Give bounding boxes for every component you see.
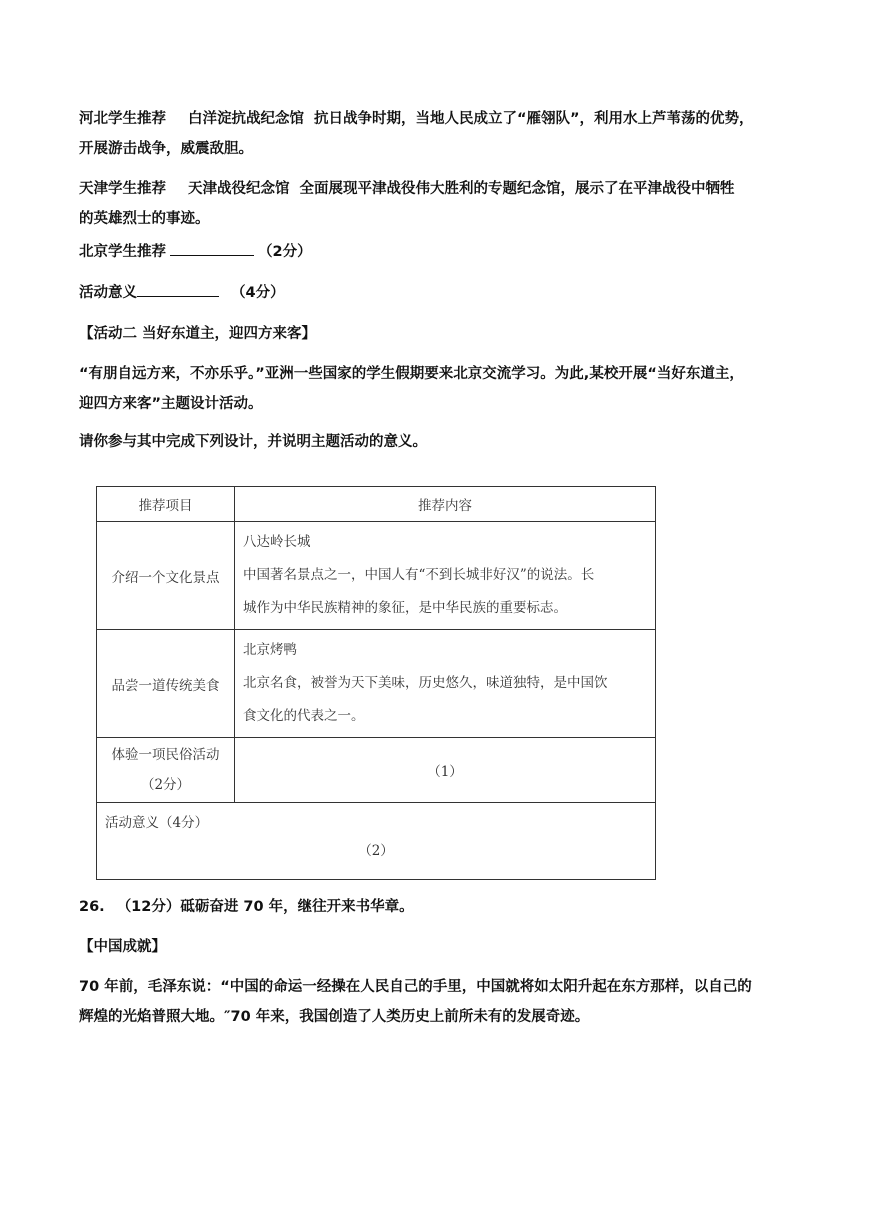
- significance-answer-blank-2[interactable]: （2）: [358, 843, 394, 859]
- beijing-label: 北京学生推荐: [79, 244, 166, 260]
- row-content: [235, 522, 656, 630]
- china-text-line2: 辉煌的光焰普照大地。″70 年来，我国创造了人类历史上前所未有的发展奇迹。: [79, 1009, 590, 1025]
- activity2-intro-line1: “有朋自远方来，不亦乐乎。”亚洲一些国家的学生假期要来北京交流学习。为此,某校开展“当好东道主，: [79, 366, 744, 382]
- china-achievements-text: [79, 972, 791, 1032]
- recommendation-table: [96, 486, 656, 880]
- activity-significance: [79, 278, 791, 308]
- table-row-significance: [97, 803, 656, 880]
- hebei-place: 白洋淀抗战纪念馆: [188, 111, 304, 127]
- row-desc-line1: 北京名食，被誉为天下美味，历史悠久，味道独特，是中国饮: [243, 675, 608, 691]
- row-desc-line2: 食文化的代表之一。: [243, 708, 365, 724]
- significance-answer-blank[interactable]: [137, 279, 219, 297]
- significance-cell: [97, 803, 656, 880]
- row-item: 品尝一道传统美食: [97, 630, 235, 738]
- china-achievements-heading: 【中国成就】: [79, 939, 166, 955]
- table-row: [97, 630, 656, 738]
- table-row-folk-activity: [97, 738, 656, 803]
- tianjin-recommendation: [79, 174, 791, 234]
- activity2-intro: [79, 359, 791, 419]
- tianjin-label: 天津学生推荐: [79, 181, 166, 197]
- row-desc-line2: 城作为中华民族精神的象征，是中华民族的重要标志。: [243, 600, 567, 616]
- q26-text: （12分）砥砺奋进 70 年，继往开来书华章。: [116, 899, 414, 915]
- tianjin-desc-line1: 全面展现平津战役伟大胜利的专题纪念馆，展示了在平津战役中牺牲: [299, 181, 735, 197]
- hebei-recommendation: [79, 104, 791, 164]
- activity2-heading: 【活动二 当好东道主，迎四方来客】: [79, 326, 317, 342]
- table-row: [97, 522, 656, 630]
- beijing-recommendation: [79, 237, 791, 267]
- china-text-line1: 70 年前，毛泽东说：“中国的命运一经操在人民自己的手里，中国就将如太阳升起在东方那样，以自己的: [79, 979, 752, 995]
- q26-number: 26.: [79, 899, 105, 915]
- significance-label: 活动意义: [79, 285, 137, 301]
- activity2-intro-line2: 迎四方来客”主题设计活动。: [79, 396, 263, 412]
- tianjin-place: 天津战役纪念馆: [188, 181, 290, 197]
- question-26: [79, 892, 791, 922]
- folk-item-label: 体验一项民俗活动: [111, 747, 220, 763]
- hebei-label: 河北学生推荐: [79, 111, 166, 127]
- hebei-desc-line1: 抗日战争时期，当地人民成立了“雁翎队”，利用水上芦苇荡的优势，: [314, 111, 754, 127]
- folk-answer-blank[interactable]: （1）: [235, 738, 656, 803]
- row-item: [97, 738, 235, 803]
- beijing-points: （2分）: [258, 244, 312, 260]
- activity2-instruction: 请你参与其中完成下列设计，并说明主题活动的意义。: [79, 434, 427, 450]
- hebei-desc-line2: 开展游击战争，威震敌胆。: [79, 141, 253, 157]
- row-title: 八达岭长城: [243, 534, 311, 550]
- significance-cell-label: 活动意义（4分）: [105, 815, 209, 831]
- row-desc-line1: 中国著名景点之一，中国人有“不到长城非好汉”的说法。长: [243, 567, 595, 583]
- row-content: [235, 630, 656, 738]
- row-item: 介绍一个文化景点: [97, 522, 235, 630]
- significance-points: （4分）: [231, 285, 285, 301]
- row-title: 北京烤鸭: [243, 642, 297, 658]
- folk-item-points: （2分）: [140, 777, 191, 793]
- table-header-row: [97, 487, 656, 522]
- header-content: 推荐内容: [235, 487, 656, 522]
- tianjin-desc-line2: 的英雄烈士的事迹。: [79, 211, 210, 227]
- header-item: 推荐项目: [97, 487, 235, 522]
- beijing-answer-blank[interactable]: [170, 238, 254, 256]
